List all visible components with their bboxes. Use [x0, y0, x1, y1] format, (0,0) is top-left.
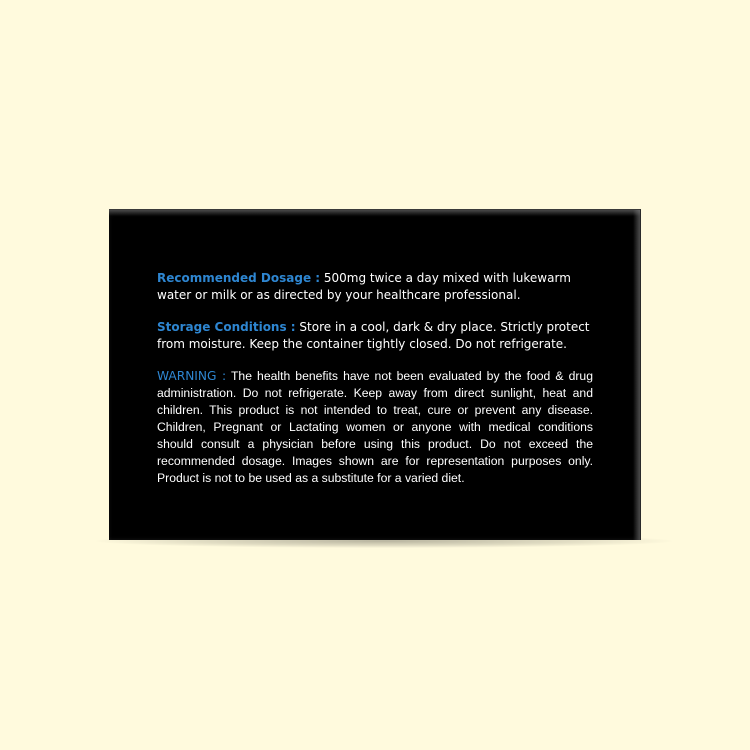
storage-label: Storage Conditions :: [157, 320, 296, 334]
label-content: [157, 270, 593, 502]
product-label-panel: [109, 209, 641, 540]
storage-text: Store in a cool, dark & dry place. Strictly protect from moisture. Keep the container tightly closed. Do not refrigerate.: [157, 320, 590, 351]
warning-label: WARNING :: [157, 369, 227, 383]
warning-text: The health benefits have not been evaluated by the food & drug administration. Do not refrigerate. Keep away from direct sunlight, heat and children. This product is not intended to treat, cure or prevent any disease. Children, Pregnant or Lactating women or anyone with medical conditions should consult a physician before using this product. Do not exceed the recommended dosage. Images shown are for representation purposes only. Product is not to be used as a substitute for a varied diet.: [157, 369, 593, 485]
dosage-section: [157, 270, 593, 304]
storage-section: [157, 319, 593, 353]
dosage-text: 500mg twice a day mixed with lukewarm water or milk or as directed by your healthcare professional.: [157, 271, 571, 302]
warning-section: [157, 368, 593, 487]
dosage-label: Recommended Dosage :: [157, 271, 321, 285]
